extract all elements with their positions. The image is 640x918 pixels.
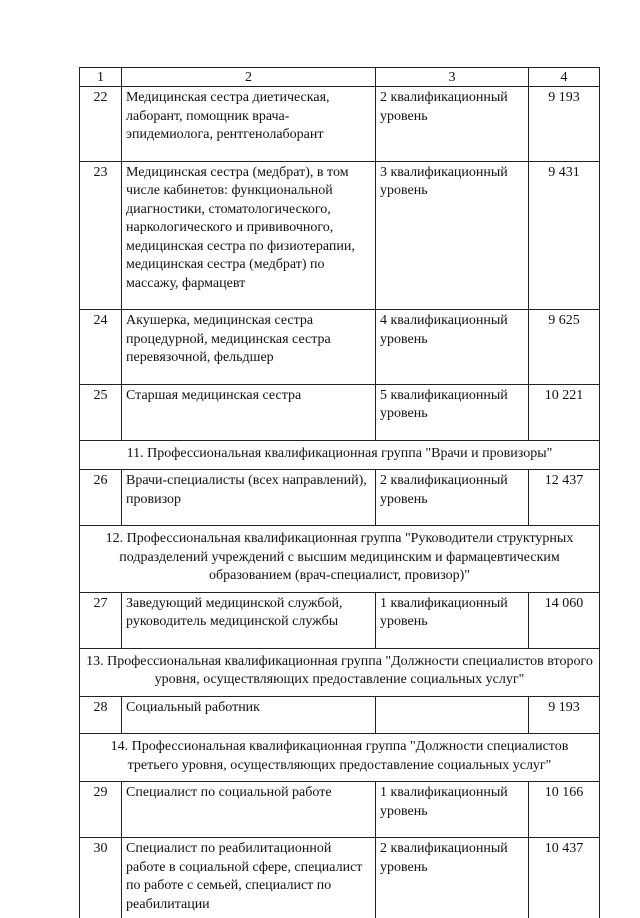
- table-body: [80, 68, 600, 918]
- qualification-level: 2 квалификационный уровень: [376, 87, 529, 162]
- qualification-level: 4 квалификационный уровень: [376, 310, 529, 385]
- table-row: [80, 838, 600, 918]
- row-number: 29: [80, 782, 122, 838]
- row-number: 27: [80, 592, 122, 648]
- table-row: [80, 592, 600, 648]
- group-title: 11. Профессиональная квалификационная группа "Врачи и провизоры": [80, 440, 600, 470]
- group-heading-row: [80, 440, 600, 470]
- group-heading-row: [80, 648, 600, 696]
- table-row: [80, 310, 600, 385]
- salary-value: 10 166: [529, 782, 600, 838]
- row-number: 25: [80, 384, 122, 440]
- position-name: Старшая медицинская сестра: [122, 384, 376, 440]
- position-name: Медицинская сестра диетическая, лаборант, помощник врача-эпидемиолога, рентгенолаборант: [122, 87, 376, 162]
- table-row: [80, 161, 600, 310]
- position-name: Заведующий медицинской службой, руководитель медицинской службы: [122, 592, 376, 648]
- position-name: Социальный работник: [122, 696, 376, 734]
- row-number: 23: [80, 161, 122, 310]
- salary-value: 12 437: [529, 470, 600, 526]
- salary-value: 14 060: [529, 592, 600, 648]
- table-row: [80, 87, 600, 162]
- salary-value: 10 221: [529, 384, 600, 440]
- position-name: Врачи-специалисты (всех направлений), провизор: [122, 470, 376, 526]
- group-title: 13. Профессиональная квалификационная группа "Должности специалистов второго уровня, осуществляющих предоставление социальных услуг": [80, 648, 600, 696]
- table-row: [80, 782, 600, 838]
- salary-value: 9 193: [529, 87, 600, 162]
- qualification-level: 2 квалификационный уровень: [376, 470, 529, 526]
- position-name: Медицинская сестра (медбрат), в том числе кабинетов: функциональной диагностики, стоматологического, наркологического и прививочного, медицинская сестра по физиотерапии, медицинская сестра (медбрат) по массажу, фармацевт: [122, 161, 376, 310]
- position-name: Специалист по реабилитационной работе в социальной сфере, специалист по работе с семьей, специалист по реабилитации: [122, 838, 376, 918]
- position-name: Акушерка, медицинская сестра процедурной, медицинская сестра перевязочной, фельдшер: [122, 310, 376, 385]
- position-name: Специалист по социальной работе: [122, 782, 376, 838]
- column-number: 4: [529, 68, 600, 87]
- qualification-level: 3 квалификационный уровень: [376, 161, 529, 310]
- salary-value: 10 437: [529, 838, 600, 918]
- qualification-level: 5 квалификационный уровень: [376, 384, 529, 440]
- qualification-level: 2 квалификационный уровень: [376, 838, 529, 918]
- row-number: 22: [80, 87, 122, 162]
- salary-value: 9 431: [529, 161, 600, 310]
- row-number: 26: [80, 470, 122, 526]
- column-number-row: [80, 68, 600, 87]
- column-number: 2: [122, 68, 376, 87]
- table-row: [80, 470, 600, 526]
- group-title: 12. Профессиональная квалификационная группа "Руководители структурных подразделений учреждений с высшим медицинским и фармацевтическим образованием (врач-специалист, провизор)": [80, 526, 600, 593]
- row-number: 30: [80, 838, 122, 918]
- row-number: 24: [80, 310, 122, 385]
- group-heading-row: [80, 526, 600, 593]
- group-heading-row: [80, 734, 600, 782]
- row-number: 28: [80, 696, 122, 734]
- qualification-level: 1 квалификационный уровень: [376, 592, 529, 648]
- table-row: [80, 696, 600, 734]
- column-number: 1: [80, 68, 122, 87]
- qualification-level: [376, 696, 529, 734]
- table-row: [80, 384, 600, 440]
- salary-table: [79, 67, 600, 918]
- group-title: 14. Профессиональная квалификационная группа "Должности специалистов третьего уровня, осуществляющих предоставление социальных услуг": [80, 734, 600, 782]
- column-number: 3: [376, 68, 529, 87]
- salary-value: 9 193: [529, 696, 600, 734]
- salary-value: 9 625: [529, 310, 600, 385]
- qualification-level: 1 квалификационный уровень: [376, 782, 529, 838]
